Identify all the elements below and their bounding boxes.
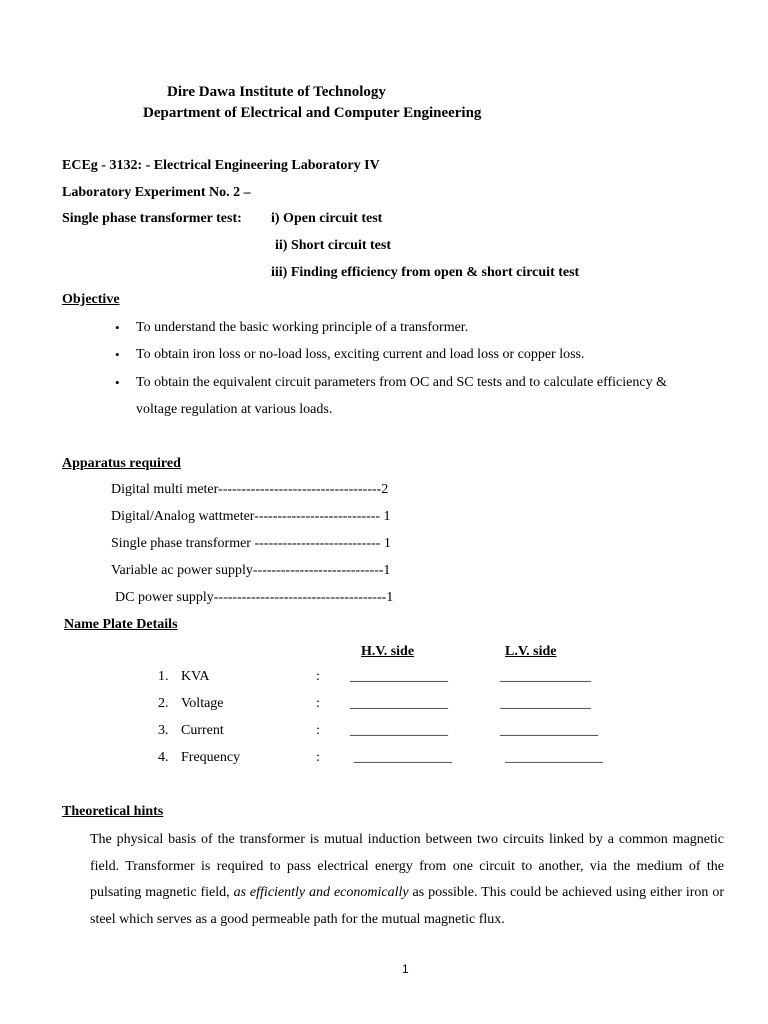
- bullet-icon: •: [115, 375, 120, 390]
- nameplate-row-label: Voltage: [181, 696, 224, 711]
- objective-item-continuation: voltage regulation at various loads.: [136, 402, 333, 417]
- nameplate-row-colon: :: [316, 723, 320, 738]
- apparatus-item: DC power supply-------------------------------------1: [115, 590, 394, 605]
- theory-heading: Theoretical hints: [62, 804, 164, 819]
- objective-item: To obtain the equivalent circuit parameters from OC and SC tests and to calculate efficiency &: [136, 375, 667, 390]
- hv-column-header: H.V. side: [361, 644, 415, 659]
- nameplate-row-label: Frequency: [181, 750, 241, 765]
- theory-paragraph: [90, 827, 724, 933]
- apparatus-item: Variable ac power supply----------------------------1: [111, 563, 391, 578]
- lv-blank-field: _____________: [500, 696, 591, 711]
- test-item-2: ii) Short circuit test: [275, 238, 391, 253]
- lv-blank-field: ______________: [505, 750, 603, 765]
- page-number: 1: [402, 962, 409, 976]
- course-title: ECEg - 3132: - Electrical Engineering Laboratory IV: [62, 158, 380, 173]
- objective-item: To understand the basic working principle of a transformer.: [136, 320, 469, 335]
- nameplate-row-number: 2.: [158, 696, 169, 711]
- apparatus-item: Single phase transformer --------------------------- 1: [111, 536, 391, 551]
- theory-text: The physical basis of the transformer is mutual induction between two circuits linked by a common magnetic field. Transformer is required to pass electrical energy from one circuit to another, via the medium of the pulsating magnetic field,: [90, 832, 724, 900]
- lv-blank-field: _____________: [500, 669, 591, 684]
- apparatus-item: Digital/Analog wattmeter--------------------------- 1: [111, 509, 391, 524]
- nameplate-row-colon: :: [316, 750, 320, 765]
- nameplate-row-colon: :: [316, 696, 320, 711]
- hv-blank-field: ______________: [354, 750, 452, 765]
- theory-text-end: as possible. This could be achieved using either iron or steel which serves as a good permeable path for the mutual magnetic flux.: [90, 885, 724, 927]
- hv-blank-field: ______________: [350, 669, 448, 684]
- bullet-icon: •: [115, 347, 120, 362]
- nameplate-row-colon: :: [316, 669, 320, 684]
- apparatus-item: Digital multi meter-----------------------------------2: [111, 482, 389, 497]
- bullet-icon: •: [115, 320, 120, 335]
- nameplate-row-number: 4.: [158, 750, 169, 765]
- test-item-1: i) Open circuit test: [271, 211, 383, 226]
- department-title: Department of Electrical and Computer Engineering: [143, 105, 482, 121]
- nameplate-row-number: 1.: [158, 669, 169, 684]
- experiment-title: Laboratory Experiment No. 2 –: [62, 185, 251, 200]
- nameplate-row-label: KVA: [181, 669, 210, 684]
- objective-heading: Objective: [62, 292, 120, 307]
- objective-item: To obtain iron loss or no-load loss, exciting current and load loss or copper loss.: [136, 347, 585, 362]
- hv-blank-field: ______________: [350, 723, 448, 738]
- lv-blank-field: ______________: [500, 723, 598, 738]
- theory-emphasis: as efficiently and economically: [233, 885, 409, 900]
- nameplate-heading: Name Plate Details: [64, 617, 178, 632]
- nameplate-row-number: 3.: [158, 723, 169, 738]
- test-label: Single phase transformer test:: [62, 211, 242, 226]
- nameplate-row-label: Current: [181, 723, 224, 738]
- lv-column-header: L.V. side: [505, 644, 557, 659]
- hv-blank-field: ______________: [350, 696, 448, 711]
- institute-title: Dire Dawa Institute of Technology: [167, 84, 386, 100]
- apparatus-heading: Apparatus required: [62, 456, 181, 471]
- test-item-3: iii) Finding efficiency from open & short circuit test: [271, 265, 580, 280]
